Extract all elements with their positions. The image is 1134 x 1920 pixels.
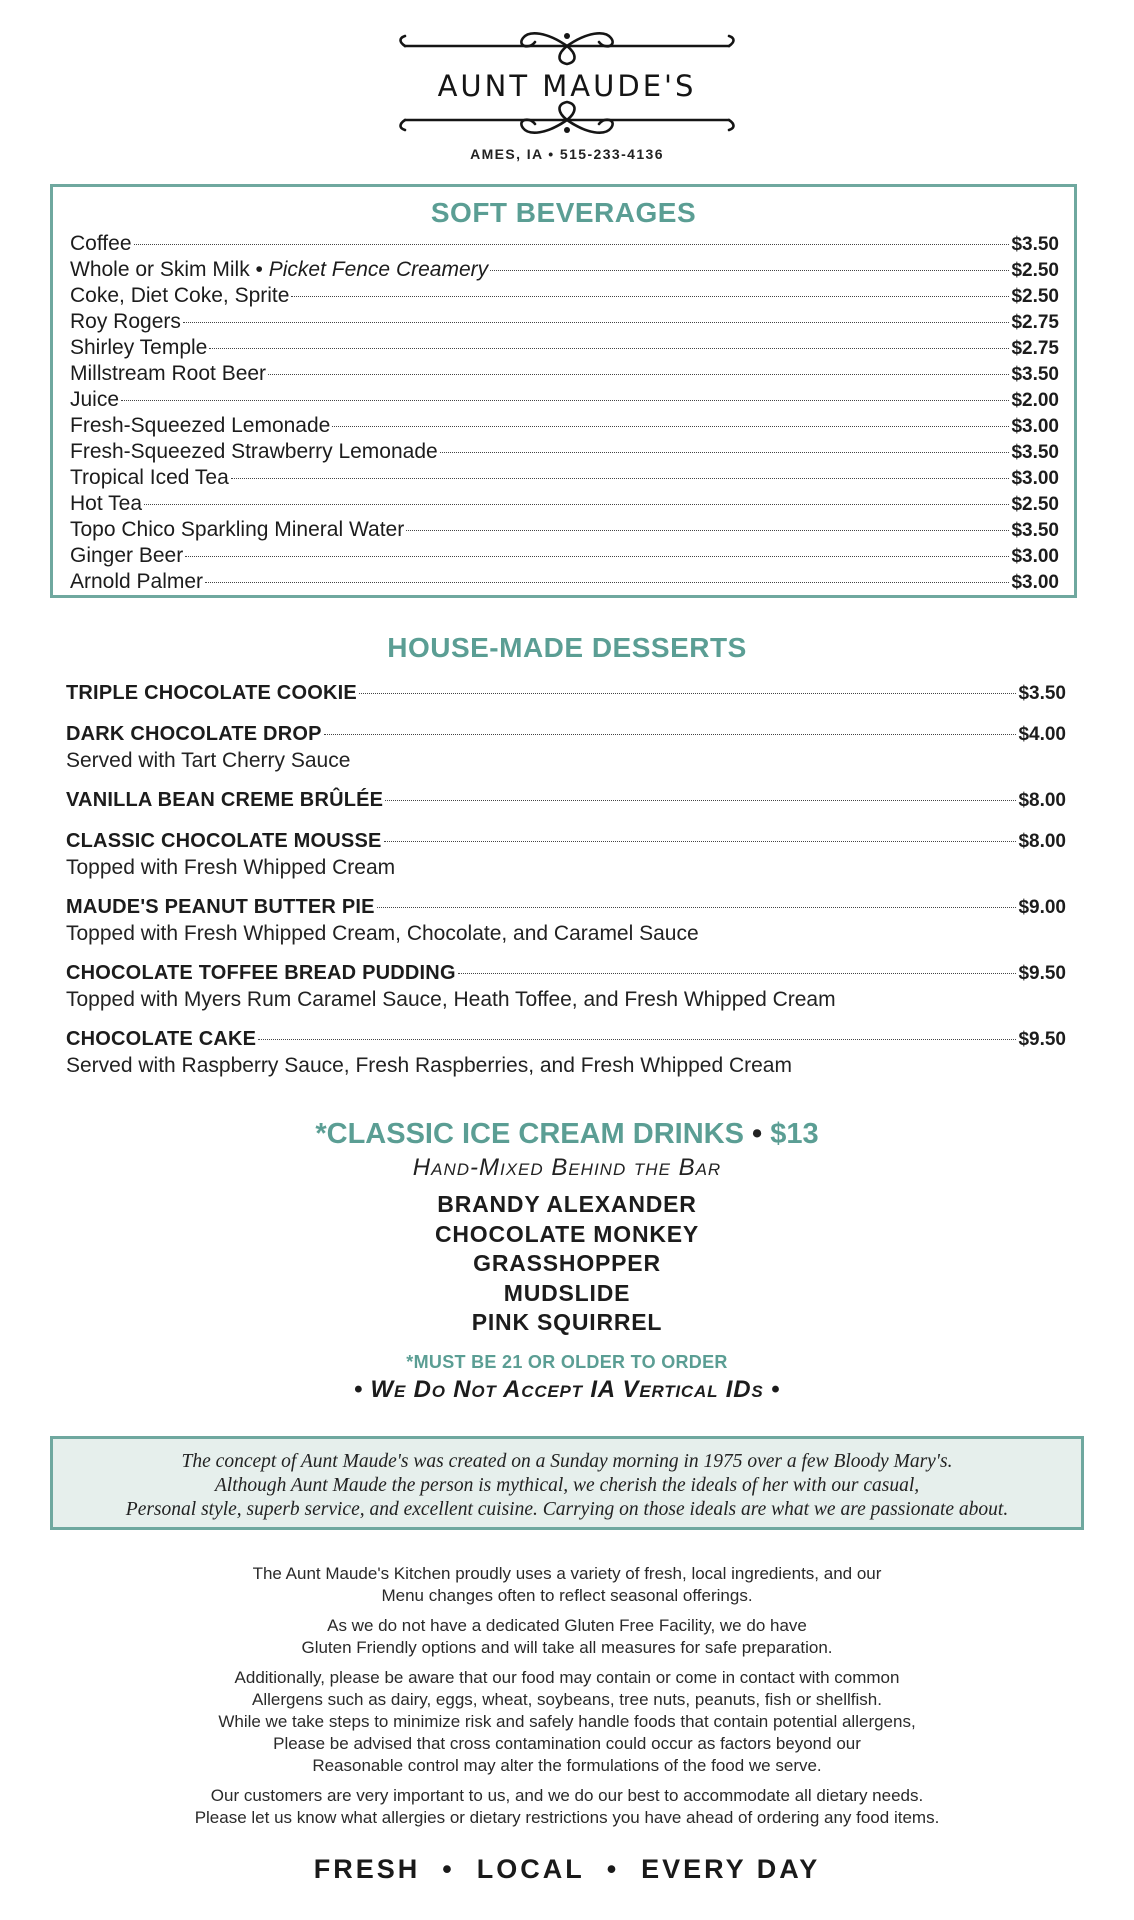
beverage-list — [70, 231, 1059, 595]
dot-leader — [406, 530, 1009, 531]
info-line: Menu changes often to reflect seasonal offerings. — [381, 1586, 753, 1605]
info-line: Please let us know what allergies or dietary restrictions you have ahead of ordering any food items. — [194, 1808, 940, 1827]
dessert-name: CHOCOLATE CAKE — [66, 1028, 257, 1050]
ice-cream-drink-item: PINK SQUIRREL — [471, 1309, 663, 1335]
beverage-price: $2.75 — [1011, 312, 1059, 333]
dessert-description: Topped with Fresh Whipped Cream, Chocolate, and Caramel Sauce — [66, 922, 699, 945]
beverage-name: Juice — [70, 388, 120, 411]
concept-line: Although Aunt Maude the person is mythical, we cherish the ideals of her with our casual, — [214, 1475, 920, 1496]
concept-line: Personal style, superb service, and excellent cuisine. Carrying on those ideals are what we are passionate about. — [125, 1499, 1009, 1520]
beverage-item — [70, 465, 1059, 491]
tagline-separator: • — [442, 1854, 455, 1884]
soft-beverages-section — [50, 184, 1077, 598]
beverage-price: $3.50 — [1011, 364, 1059, 385]
dessert-price: $8.00 — [1018, 831, 1066, 852]
dessert-description: Topped with Myers Rum Caramel Sauce, Heath Toffee, and Fresh Whipped Cream — [66, 988, 836, 1011]
info-line: Our customers are very important to us, and we do our best to accommodate all dietary needs. — [210, 1786, 924, 1805]
dessert-item — [66, 680, 1066, 707]
dot-leader — [458, 973, 1017, 974]
info-line: Please be advised that cross contamination could occur as factors beyond our — [273, 1734, 861, 1753]
dot-leader — [231, 478, 1010, 479]
dessert-item — [66, 787, 1066, 814]
beverage-name: Roy Rogers — [70, 310, 181, 333]
beverage-name: Fresh-Squeezed Strawberry Lemonade — [70, 440, 438, 463]
bullet-separator: • — [743, 1118, 771, 1150]
tagline — [0, 1854, 1134, 1885]
beverage-item — [70, 257, 1059, 283]
tagline-separator: • — [606, 1854, 620, 1884]
dot-leader — [258, 1039, 1016, 1040]
dot-leader — [490, 270, 1009, 271]
beverage-name-text: Whole or Skim Milk • — [70, 258, 269, 281]
beverage-item — [70, 231, 1059, 257]
ice-cream-drink-item: CHOCOLATE MONKEY — [434, 1220, 700, 1247]
beverage-name: Fresh-Squeezed Lemonade — [70, 414, 331, 437]
dot-leader — [134, 244, 1010, 245]
dessert-name: MAUDE'S PEANUT BUTTER PIE — [66, 896, 375, 918]
beverage-item — [70, 439, 1059, 465]
ice-cream-drinks-title — [0, 1118, 1134, 1151]
age-notice: *MUST BE 21 OR OLDER TO ORDER — [406, 1352, 728, 1372]
dessert-name: CHOCOLATE TOFFEE BREAD PUDDING — [66, 962, 456, 984]
beverage-name: Ginger Beer — [70, 544, 184, 567]
beverage-price: $2.50 — [1011, 494, 1059, 515]
logo — [0, 28, 1134, 138]
beverage-price: $2.50 — [1011, 286, 1059, 307]
beverage-name — [70, 257, 488, 283]
beverage-name: Topo Chico Sparkling Mineral Water — [70, 518, 405, 541]
concept-line: The concept of Aunt Maude's was created on a Sunday morning in 1975 over a few Bloody Mary's. — [181, 1451, 953, 1472]
info-line: While we take steps to minimize risk and safely handle foods that contain potential allergens, — [218, 1712, 916, 1731]
beverage-price: $3.00 — [1011, 468, 1059, 489]
dessert-item — [66, 894, 1066, 946]
dessert-price: $4.00 — [1018, 724, 1066, 745]
dessert-description: Topped with Fresh Whipped Cream — [66, 856, 396, 879]
restaurant-name: AUNT MAUDE'S — [437, 69, 697, 103]
info-line: Reasonable control may alter the formulations of the food we serve. — [312, 1756, 822, 1775]
info-section — [0, 1555, 1134, 1837]
beverage-name: Coffee — [70, 232, 132, 255]
concept-box — [50, 1436, 1084, 1530]
beverage-price: $3.50 — [1011, 520, 1059, 541]
dot-leader — [377, 907, 1017, 908]
beverage-price: $3.00 — [1011, 546, 1059, 567]
dessert-price: $9.00 — [1018, 897, 1066, 918]
beverage-name: Hot Tea — [70, 492, 142, 515]
beverage-price: $2.75 — [1011, 338, 1059, 359]
beverage-price: $3.00 — [1011, 572, 1059, 593]
dot-leader — [185, 556, 1009, 557]
tagline-word: EVERY DAY — [641, 1854, 821, 1884]
dessert-list — [66, 680, 1066, 1092]
dot-leader — [205, 582, 1009, 583]
beverage-name: Shirley Temple — [70, 336, 208, 359]
beverage-source: Picket Fence Creamery — [268, 258, 489, 281]
dot-leader — [121, 400, 1009, 401]
info-line: As we do not have a dedicated Gluten Free Facility, we do have — [327, 1616, 807, 1635]
beverage-item — [70, 517, 1059, 543]
beverage-name: Coke, Diet Coke, Sprite — [70, 284, 290, 307]
dessert-item — [66, 1026, 1066, 1078]
dessert-name: TRIPLE CHOCOLATE COOKIE — [66, 682, 357, 704]
dot-leader — [385, 800, 1016, 801]
dot-leader — [291, 296, 1009, 297]
dessert-price: $8.00 — [1018, 790, 1066, 811]
beverage-price: $2.50 — [1011, 260, 1059, 281]
info-line: Additionally, please be aware that our food may contain or come in contact with common — [234, 1668, 900, 1687]
beverage-item — [70, 283, 1059, 309]
beverage-item — [70, 361, 1059, 387]
dot-leader — [268, 374, 1009, 375]
info-line: The Aunt Maude's Kitchen proudly uses a variety of fresh, local ingredients, and our — [252, 1564, 882, 1583]
ice-cream-drink-item: BRANDY ALEXANDER — [437, 1191, 697, 1217]
dessert-item — [66, 960, 1066, 1012]
dessert-price: $3.50 — [1018, 683, 1066, 704]
soft-beverages-title: SOFT BEVERAGES — [430, 197, 697, 228]
beverage-price: $2.00 — [1011, 390, 1059, 411]
dessert-price: $9.50 — [1018, 963, 1066, 984]
dot-leader — [384, 841, 1017, 842]
ice-cream-drinks-subtitle: Hand-Mixed Behind the Bar — [412, 1154, 722, 1181]
beverage-item — [70, 387, 1059, 413]
desserts-title: HOUSE-MADE DESSERTS — [387, 632, 747, 663]
dessert-name: CLASSIC CHOCOLATE MOUSSE — [66, 830, 382, 852]
dot-leader — [144, 504, 1009, 505]
beverage-item — [70, 491, 1059, 517]
beverage-price: $3.50 — [1011, 234, 1059, 255]
beverage-item — [70, 309, 1059, 335]
ice-cream-drink-item: MUDSLIDE — [503, 1279, 631, 1306]
id-notice: • We Do Not Accept IA Vertical IDs • — [353, 1376, 781, 1403]
beverage-name: Arnold Palmer — [70, 570, 204, 593]
beverage-price: $3.50 — [1011, 442, 1059, 463]
dessert-name: DARK CHOCOLATE DROP — [66, 723, 322, 745]
beverage-item — [70, 413, 1059, 439]
info-line: Allergens such as dairy, eggs, wheat, soybeans, tree nuts, peanuts, fish or shellfish. — [252, 1690, 882, 1709]
dessert-price: $9.50 — [1018, 1029, 1066, 1050]
ice-cream-drinks-heading: *CLASSIC ICE CREAM DRINKS — [315, 1118, 744, 1150]
tagline-word: FRESH — [313, 1854, 421, 1884]
beverage-item — [70, 569, 1059, 595]
beverage-name: Millstream Root Beer — [70, 362, 267, 385]
dot-leader — [324, 734, 1017, 735]
ice-cream-drinks-price: $13 — [770, 1118, 819, 1150]
dot-leader — [209, 348, 1009, 349]
beverage-item — [70, 543, 1059, 569]
dot-leader — [359, 693, 1017, 694]
dessert-description: Served with Raspberry Sauce, Fresh Raspberries, and Fresh Whipped Cream — [66, 1054, 792, 1077]
contact-info: AMES, IA • 515-233-4136 — [470, 146, 664, 162]
dessert-item — [66, 828, 1066, 880]
dot-leader — [183, 322, 1010, 323]
dot-leader — [440, 452, 1010, 453]
beverage-price: $3.00 — [1011, 416, 1059, 437]
dessert-name: VANILLA BEAN CREME BRÛLÉE — [66, 789, 384, 811]
dessert-description: Served with Tart Cherry Sauce — [66, 749, 351, 772]
ice-cream-drink-item: GRASSHOPPER — [473, 1250, 661, 1276]
beverage-name: Tropical Iced Tea — [70, 466, 229, 489]
info-line: Gluten Friendly options and will take all measures for safe preparation. — [301, 1638, 833, 1657]
beverage-item — [70, 335, 1059, 361]
ice-cream-drink-list — [0, 1190, 1134, 1338]
dot-leader — [332, 426, 1009, 427]
tagline-word: LOCAL — [476, 1854, 585, 1884]
dessert-item — [66, 721, 1066, 773]
